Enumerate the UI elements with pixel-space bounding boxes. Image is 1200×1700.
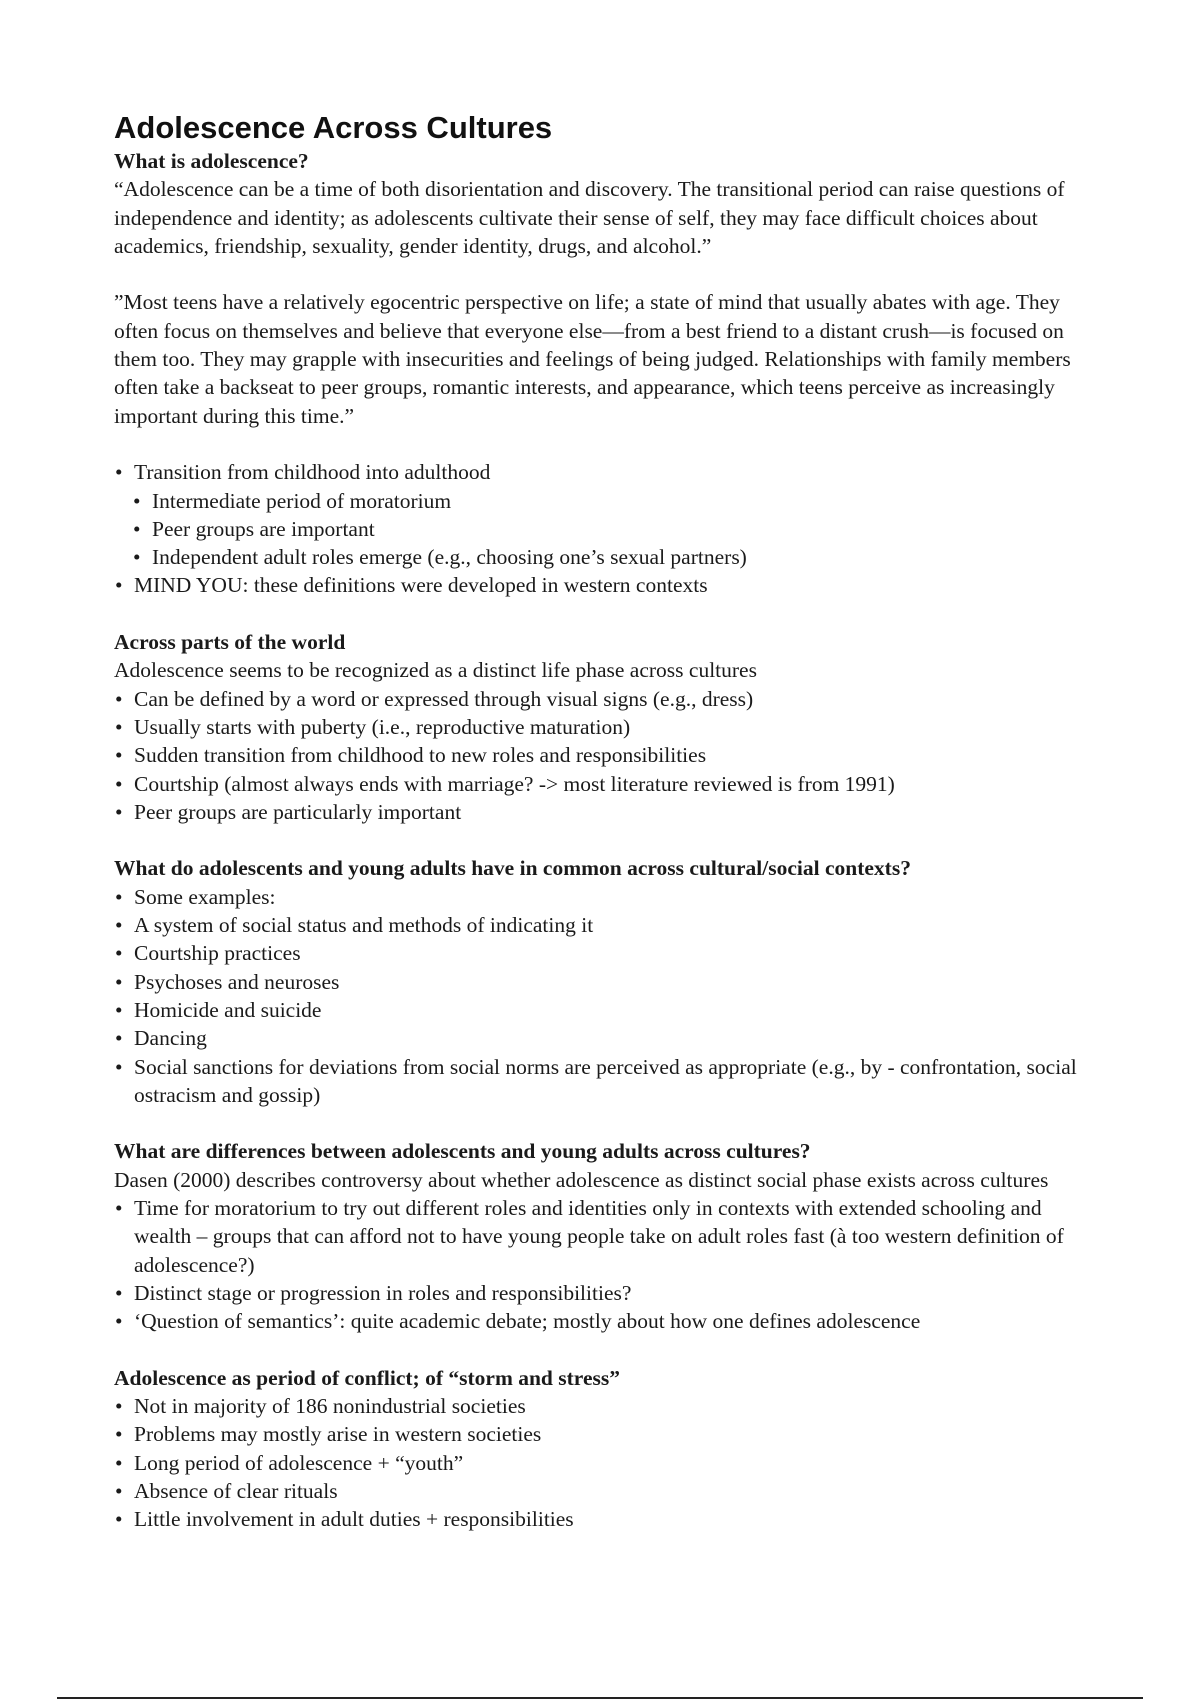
list-item: • Not in majority of 186 nonindustrial societies <box>114 1392 1104 1420</box>
list-item: • Usually starts with puberty (i.e., reproductive maturation) <box>114 713 1104 741</box>
list-item: • Peer groups are important <box>132 515 1104 543</box>
list-item: • Social sanctions for deviations from social norms are perceived as appropriate (e.g., by - confrontation, social ostracism and gossip) <box>114 1053 1104 1110</box>
section-heading: Across parts of the world <box>114 630 346 655</box>
list-item: • Long period of adolescence + “youth” <box>114 1449 1104 1477</box>
bullet-list <box>114 458 1104 599</box>
bullet-list <box>114 1392 1104 1533</box>
list-item: • Courtship (almost always ends with marriage? -> most literature reviewed is from 1991) <box>114 770 1104 798</box>
list-item: • Dancing <box>114 1024 1104 1052</box>
document-title: Adolescence Across Cultures <box>114 110 553 145</box>
section-what-is-adolescence <box>114 147 1104 600</box>
quote-paragraph: ”Most teens have a relatively egocentric perspective on life; a state of mind that usually abates with age. They often focus on themselves and believe that everyone else—from a best friend to a distant crush—is focused on them too. They may grapple with insecurities and feelings of being judged. Relationships with family members often take a backseat to peer groups, romantic interests, and appearance, which teens perceive as increasingly important during this time.” <box>114 290 1071 428</box>
section-differences <box>114 1137 1104 1335</box>
list-item: • Intermediate period of moratorium <box>132 487 1104 515</box>
list-item: • Independent adult roles emerge (e.g., choosing one’s sexual partners) <box>132 543 1104 571</box>
section-intro: Adolescence seems to be recognized as a distinct life phase across cultures <box>114 658 757 683</box>
document-page <box>114 110 1104 1534</box>
bullet-list <box>114 1194 1104 1335</box>
list-item: • Distinct stage or progression in roles and responsibilities? <box>114 1279 1104 1307</box>
list-item: • Transition from childhood into adulthood <box>114 458 1104 486</box>
section-intro: Dasen (2000) describes controversy about whether adolescence as distinct social phase exists across cultures <box>114 1167 1049 1192</box>
list-item: • Can be defined by a word or expressed through visual signs (e.g., dress) <box>114 685 1104 713</box>
list-item: • Problems may mostly arise in western societies <box>114 1420 1104 1448</box>
bullet-list <box>114 685 1104 826</box>
list-item: • Absence of clear rituals <box>114 1477 1104 1505</box>
section-heading: What do adolescents and young adults have in common across cultural/social contexts? <box>114 856 911 881</box>
list-item: • ‘Question of semantics’: quite academic debate; mostly about how one defines adolescence <box>114 1307 1104 1335</box>
list-item: • Some examples: <box>114 883 1104 911</box>
list-item: • Homicide and suicide <box>114 996 1104 1024</box>
section-across-world <box>114 628 1104 826</box>
list-item: • MIND YOU: these definitions were developed in western contexts <box>114 571 1104 599</box>
section-storm-and-stress <box>114 1364 1104 1534</box>
quote-paragraph: “Adolescence can be a time of both disorientation and discovery. The transitional period can raise questions of independence and identity; as adolescents cultivate their sense of self, they may face difficult choices about academics, friendship, sexuality, gender identity, drugs, and alcohol.” <box>114 177 1065 258</box>
list-item: • Peer groups are particularly important <box>114 798 1104 826</box>
bullet-list <box>114 883 1104 1109</box>
list-item: • A system of social status and methods of indicating it <box>114 911 1104 939</box>
section-heading: What are differences between adolescents and young adults across cultures? <box>114 1139 811 1164</box>
list-item: • Little involvement in adult duties + responsibilities <box>114 1505 1104 1533</box>
section-in-common <box>114 854 1104 1109</box>
list-item: • Courtship practices <box>114 939 1104 967</box>
page-bottom-rule <box>57 1697 1143 1699</box>
list-item: • Time for moratorium to try out different roles and identities only in contexts with extended schooling and wealth – groups that can afford not to have young people take on adult roles fast (à too western definition of adolescence?) <box>114 1194 1104 1279</box>
section-heading: Adolescence as period of conflict; of “storm and stress” <box>114 1365 620 1390</box>
list-item: • Psychoses and neuroses <box>114 968 1104 996</box>
list-item: • Sudden transition from childhood to new roles and responsibilities <box>114 741 1104 769</box>
section-heading: What is adolescence? <box>114 149 309 173</box>
